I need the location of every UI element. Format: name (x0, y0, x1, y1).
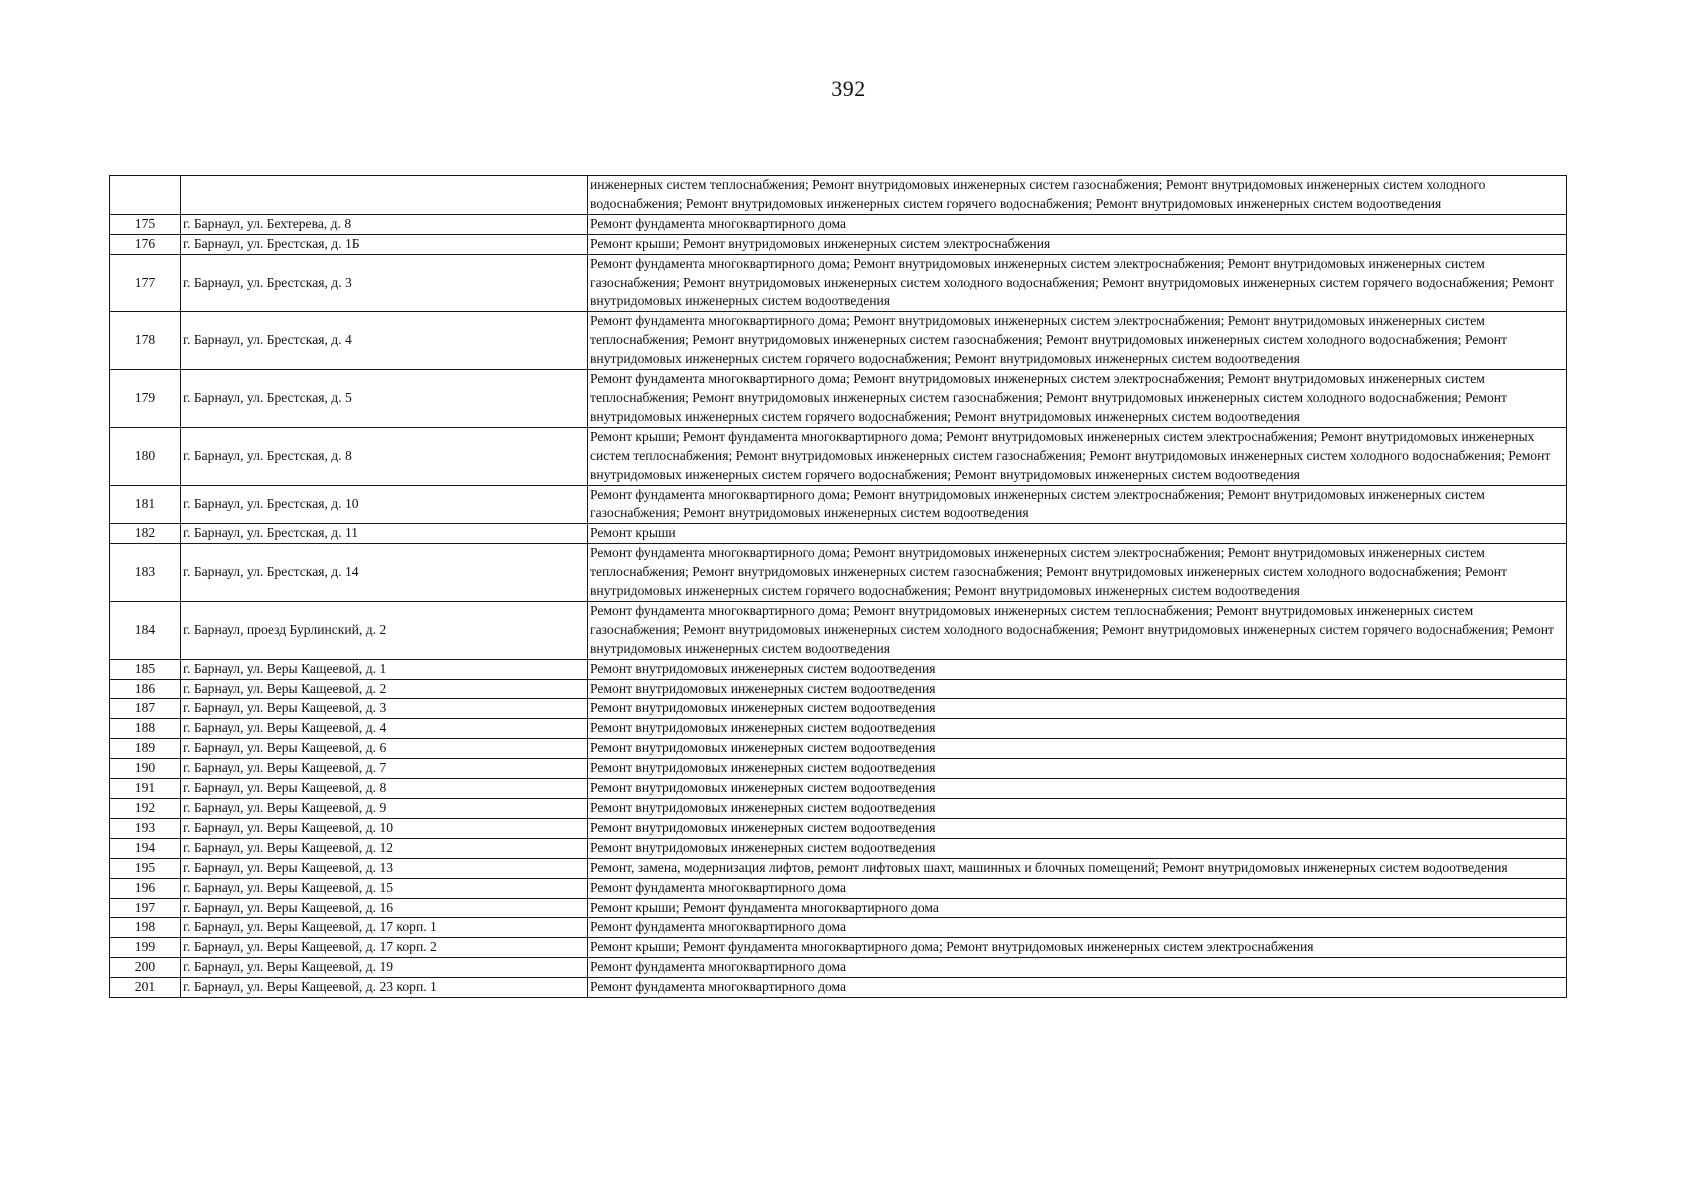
table-row (110, 524, 1567, 544)
works-cell: Ремонт фундамента многоквартирного дома (588, 958, 1567, 978)
works-cell: Ремонт крыши; Ремонт фундамента многоквартирного дома (588, 898, 1567, 918)
address-cell: г. Барнаул, ул. Веры Кащеевой, д. 13 (181, 858, 588, 878)
works-cell: Ремонт внутридомовых инженерных систем водоотведения (588, 699, 1567, 719)
row-number-cell: 175 (110, 214, 181, 234)
works-cell: Ремонт фундамента многоквартирного дома (588, 878, 1567, 898)
address-cell: г. Барнаул, ул. Веры Кащеевой, д. 12 (181, 838, 588, 858)
row-number-cell: 201 (110, 978, 181, 998)
address-cell: г. Барнаул, ул. Веры Кащеевой, д. 4 (181, 719, 588, 739)
row-number-cell: 195 (110, 858, 181, 878)
page-number: 392 (831, 76, 866, 101)
address-cell: г. Барнаул, ул. Брестская, д. 4 (181, 312, 588, 370)
address-cell: г. Барнаул, ул. Брестская, д. 14 (181, 544, 588, 602)
row-number-cell: 191 (110, 779, 181, 799)
table-row (110, 958, 1567, 978)
row-number-cell: 187 (110, 699, 181, 719)
row-number-cell: 199 (110, 938, 181, 958)
works-cell: Ремонт внутридомовых инженерных систем водоотведения (588, 739, 1567, 759)
row-number-cell: 189 (110, 739, 181, 759)
table-row (110, 427, 1567, 485)
address-cell: г. Барнаул, ул. Веры Кащеевой, д. 23 корп. 1 (181, 978, 588, 998)
works-cell: инженерных систем теплоснабжения; Ремонт внутридомовых инженерных систем газоснабжения; Ремонт внутридомовых инженерных систем холодного водоснабжения; Ремонт внутридомовых инженерных систем горячего водоснабжения; Ремонт внутридомовых инженерных систем водоотведения (588, 176, 1567, 215)
address-cell: г. Барнаул, ул. Бехтерева, д. 8 (181, 214, 588, 234)
table-row (110, 838, 1567, 858)
works-cell: Ремонт фундамента многоквартирного дома; Ремонт внутридомовых инженерных систем теплоснабжения; Ремонт внутридомовых инженерных систем газоснабжения; Ремонт внутридомовых инженерных систем холодного водоснабжения; Ремонт внутридомовых инженерных систем горячего водоснабжения; Ремонт внутридомовых инженерных систем водоотведения (588, 601, 1567, 659)
table-row (110, 938, 1567, 958)
works-cell: Ремонт фундамента многоквартирного дома (588, 978, 1567, 998)
row-number-cell: 196 (110, 878, 181, 898)
row-number-cell: 182 (110, 524, 181, 544)
address-cell: г. Барнаул, ул. Веры Кащеевой, д. 3 (181, 699, 588, 719)
address-cell: г. Барнаул, ул. Брестская, д. 3 (181, 254, 588, 312)
row-number-cell: 185 (110, 659, 181, 679)
table-row (110, 679, 1567, 699)
address-cell: г. Барнаул, ул. Веры Кащеевой, д. 1 (181, 659, 588, 679)
works-cell: Ремонт крыши; Ремонт внутридомовых инженерных систем электроснабжения (588, 234, 1567, 254)
row-number-cell: 197 (110, 898, 181, 918)
row-number-cell: 188 (110, 719, 181, 739)
row-number-cell: 194 (110, 838, 181, 858)
table-row (110, 739, 1567, 759)
row-number-cell: 192 (110, 799, 181, 819)
table-row (110, 878, 1567, 898)
works-cell: Ремонт фундамента многоквартирного дома (588, 214, 1567, 234)
works-cell: Ремонт внутридомовых инженерных систем водоотведения (588, 719, 1567, 739)
works-cell: Ремонт фундамента многоквартирного дома; Ремонт внутридомовых инженерных систем электроснабжения; Ремонт внутридомовых инженерных систем теплоснабжения; Ремонт внутридомовых инженерных систем газоснабжения; Ремонт внутридомовых инженерных систем холодного водоснабжения; Ремонт внутридомовых инженерных систем горячего водоснабжения; Ремонт внутридомовых инженерных систем водоотведения (588, 370, 1567, 428)
address-cell: г. Барнаул, ул. Брестская, д. 11 (181, 524, 588, 544)
address-cell: г. Барнаул, ул. Веры Кащеевой, д. 17 корп. 1 (181, 918, 588, 938)
repair-works-table (109, 175, 1567, 998)
row-number-cell: 183 (110, 544, 181, 602)
works-cell: Ремонт крыши (588, 524, 1567, 544)
address-cell: г. Барнаул, ул. Веры Кащеевой, д. 9 (181, 799, 588, 819)
row-number-cell: 186 (110, 679, 181, 699)
row-number-cell: 178 (110, 312, 181, 370)
works-cell: Ремонт внутридомовых инженерных систем водоотведения (588, 818, 1567, 838)
row-number-cell: 177 (110, 254, 181, 312)
address-cell: г. Барнаул, ул. Веры Кащеевой, д. 7 (181, 759, 588, 779)
address-cell (181, 176, 588, 215)
address-cell: г. Барнаул, ул. Веры Кащеевой, д. 16 (181, 898, 588, 918)
table-row (110, 370, 1567, 428)
works-cell: Ремонт, замена, модернизация лифтов, ремонт лифтовых шахт, машинных и блочных помещений; Ремонт внутридомовых инженерных систем водоотведения (588, 858, 1567, 878)
table-row (110, 214, 1567, 234)
address-cell: г. Барнаул, ул. Веры Кащеевой, д. 17 корп. 2 (181, 938, 588, 958)
table-row (110, 719, 1567, 739)
works-cell: Ремонт внутридомовых инженерных систем водоотведения (588, 799, 1567, 819)
works-cell: Ремонт внутридомовых инженерных систем водоотведения (588, 838, 1567, 858)
table-row (110, 799, 1567, 819)
works-cell: Ремонт фундамента многоквартирного дома; Ремонт внутридомовых инженерных систем электроснабжения; Ремонт внутридомовых инженерных систем газоснабжения; Ремонт внутридомовых инженерных систем холодного водоснабжения; Ремонт внутридомовых инженерных систем горячего водоснабжения; Ремонт внутридомовых инженерных систем водоотведения (588, 254, 1567, 312)
table-row (110, 858, 1567, 878)
table-row (110, 659, 1567, 679)
table-row (110, 898, 1567, 918)
works-cell: Ремонт крыши; Ремонт фундамента многоквартирного дома; Ремонт внутридомовых инженерных систем электроснабжения; Ремонт внутридомовых инженерных систем теплоснабжения; Ремонт внутридомовых инженерных систем газоснабжения; Ремонт внутридомовых инженерных систем холодного водоснабжения; Ремонт внутридомовых инженерных систем горячего водоснабжения; Ремонт внутридомовых инженерных систем водоотведения (588, 427, 1567, 485)
works-cell: Ремонт внутридомовых инженерных систем водоотведения (588, 759, 1567, 779)
address-cell: г. Барнаул, ул. Брестская, д. 1Б (181, 234, 588, 254)
table-row (110, 978, 1567, 998)
row-number-cell: 179 (110, 370, 181, 428)
address-cell: г. Барнаул, ул. Веры Кащеевой, д. 6 (181, 739, 588, 759)
table-row (110, 544, 1567, 602)
works-cell: Ремонт внутридомовых инженерных систем водоотведения (588, 779, 1567, 799)
address-cell: г. Барнаул, ул. Брестская, д. 5 (181, 370, 588, 428)
works-cell: Ремонт фундамента многоквартирного дома (588, 918, 1567, 938)
table-row (110, 779, 1567, 799)
table-row (110, 601, 1567, 659)
row-number-cell: 181 (110, 485, 181, 524)
row-number-cell: 193 (110, 818, 181, 838)
works-cell: Ремонт фундамента многоквартирного дома; Ремонт внутридомовых инженерных систем электроснабжения; Ремонт внутридомовых инженерных систем теплоснабжения; Ремонт внутридомовых инженерных систем газоснабжения; Ремонт внутридомовых инженерных систем холодного водоснабжения; Ремонт внутридомовых инженерных систем горячего водоснабжения; Ремонт внутридомовых инженерных систем водоотведения (588, 312, 1567, 370)
row-number-cell: 180 (110, 427, 181, 485)
table-row (110, 485, 1567, 524)
row-number-cell: 184 (110, 601, 181, 659)
address-cell: г. Барнаул, ул. Веры Кащеевой, д. 8 (181, 779, 588, 799)
table-body (110, 176, 1567, 998)
table-row (110, 254, 1567, 312)
row-number-cell: 190 (110, 759, 181, 779)
works-cell: Ремонт внутридомовых инженерных систем водоотведения (588, 659, 1567, 679)
table-row (110, 312, 1567, 370)
address-cell: г. Барнаул, ул. Брестская, д. 8 (181, 427, 588, 485)
works-cell: Ремонт внутридомовых инженерных систем водоотведения (588, 679, 1567, 699)
address-cell: г. Барнаул, ул. Брестская, д. 10 (181, 485, 588, 524)
address-cell: г. Барнаул, ул. Веры Кащеевой, д. 2 (181, 679, 588, 699)
works-cell: Ремонт фундамента многоквартирного дома; Ремонт внутридомовых инженерных систем электроснабжения; Ремонт внутридомовых инженерных систем газоснабжения; Ремонт внутридомовых инженерных систем водоотведения (588, 485, 1567, 524)
table-row (110, 759, 1567, 779)
table-row (110, 699, 1567, 719)
row-number-cell: 200 (110, 958, 181, 978)
works-cell: Ремонт крыши; Ремонт фундамента многоквартирного дома; Ремонт внутридомовых инженерных систем электроснабжения (588, 938, 1567, 958)
works-cell: Ремонт фундамента многоквартирного дома; Ремонт внутридомовых инженерных систем электроснабжения; Ремонт внутридомовых инженерных систем теплоснабжения; Ремонт внутридомовых инженерных систем газоснабжения; Ремонт внутридомовых инженерных систем холодного водоснабжения; Ремонт внутридомовых инженерных систем горячего водоснабжения; Ремонт внутридомовых инженерных систем водоотведения (588, 544, 1567, 602)
address-cell: г. Барнаул, ул. Веры Кащеевой, д. 15 (181, 878, 588, 898)
row-number-cell (110, 176, 181, 215)
table-row (110, 176, 1567, 215)
row-number-cell: 176 (110, 234, 181, 254)
address-cell: г. Барнаул, ул. Веры Кащеевой, д. 10 (181, 818, 588, 838)
address-cell: г. Барнаул, проезд Бурлинский, д. 2 (181, 601, 588, 659)
table-row (110, 234, 1567, 254)
table-row (110, 918, 1567, 938)
table-row (110, 818, 1567, 838)
address-cell: г. Барнаул, ул. Веры Кащеевой, д. 19 (181, 958, 588, 978)
row-number-cell: 198 (110, 918, 181, 938)
